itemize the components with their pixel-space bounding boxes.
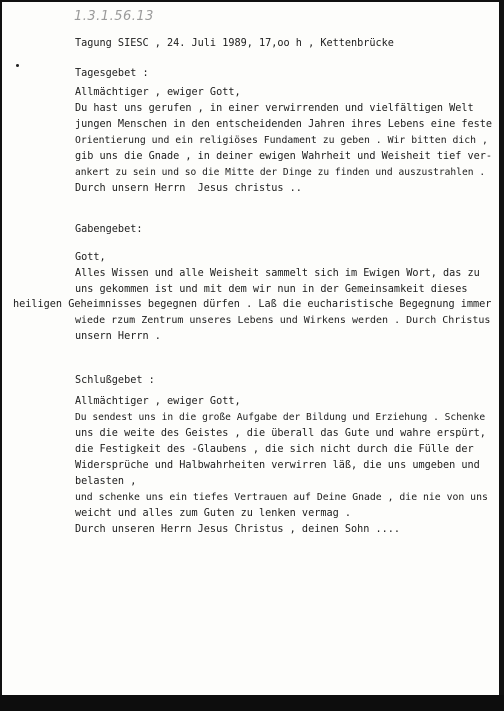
- header-line: Tagung SIESC , 24. Juli 1989, 17,oo h , Kettenbrücke: [75, 38, 394, 49]
- tagesgebet-line: ankert zu sein und so die Mitte der Dinge zu finden und auszustrahlen .: [75, 167, 486, 178]
- schlussgebet-line: Widersprüche und Halbwahrheiten verwirren läß, die uns umgeben und: [75, 460, 480, 471]
- document-page: [2, 2, 499, 695]
- tagesgebet-line: Durch unsern Herrn Jesus christus ..: [75, 183, 302, 194]
- schlussgebet-title: Schlußgebet :: [75, 375, 155, 386]
- tagesgebet-title: Tagesgebet :: [75, 68, 149, 79]
- scan-edge: [0, 695, 504, 711]
- gabengebet-line: wiede rzum Zentrum unseres Lebens und Wirkens werden . Durch Christus: [75, 315, 491, 326]
- gabengebet-title: Gabengebet:: [75, 224, 143, 235]
- tagesgebet-line: gib uns die Gnade , in deiner ewigen Wahrheit und Weisheit tief ver-: [75, 151, 493, 162]
- schlussgebet-line: die Festigkeit des -Glaubens , die sich nicht durch die Fülle der: [75, 444, 474, 455]
- schlussgebet-line: weicht und alles zum Guten zu lenken vermag .: [75, 508, 352, 519]
- archive-number: 1.3.1.56.13: [74, 9, 154, 24]
- schlussgebet-line: Du sendest uns in die große Aufgabe der Bildung und Erziehung . Schenke: [75, 412, 486, 423]
- tagesgebet-line: Du hast uns gerufen , in einer verwirrenden und vielfältigen Welt: [75, 103, 474, 114]
- schlussgebet-line: Durch unseren Herrn Jesus Christus , deinen Sohn ....: [75, 524, 401, 535]
- schlussgebet-line: und schenke uns ein tiefes Vertrauen auf Deine Gnade , die nie von uns: [75, 492, 488, 503]
- gabengebet-line: unsern Herrn .: [75, 331, 161, 342]
- margin-dot: [16, 64, 19, 67]
- gabengebet-line: Gott,: [75, 252, 106, 263]
- gabengebet-line: uns gekommen ist und mit dem wir nun in der Gemeinsamkeit dieses: [75, 284, 468, 295]
- tagesgebet-line: Orientierung und ein religiöses Fundament zu geben . Wir bitten dich ,: [75, 135, 488, 146]
- schlussgebet-line: uns die weite des Geistes , die überall das Gute und wahre erspürt,: [75, 428, 486, 439]
- schlussgebet-line: belasten ,: [75, 476, 137, 487]
- tagesgebet-line: Allmächtiger , ewiger Gott,: [75, 87, 241, 98]
- schlussgebet-line: Allmächtiger , ewiger Gott,: [75, 396, 241, 407]
- gabengebet-line: Alles Wissen und alle Weisheit sammelt sich im Ewigen Wort, das zu: [75, 268, 480, 279]
- tagesgebet-line: jungen Menschen in den entscheidenden Jahren ihres Lebens eine feste: [75, 119, 493, 130]
- gabengebet-line: heiligen Geheimnisses begegnen dürfen . Laß die eucharistische Begegnung immer: [13, 299, 492, 310]
